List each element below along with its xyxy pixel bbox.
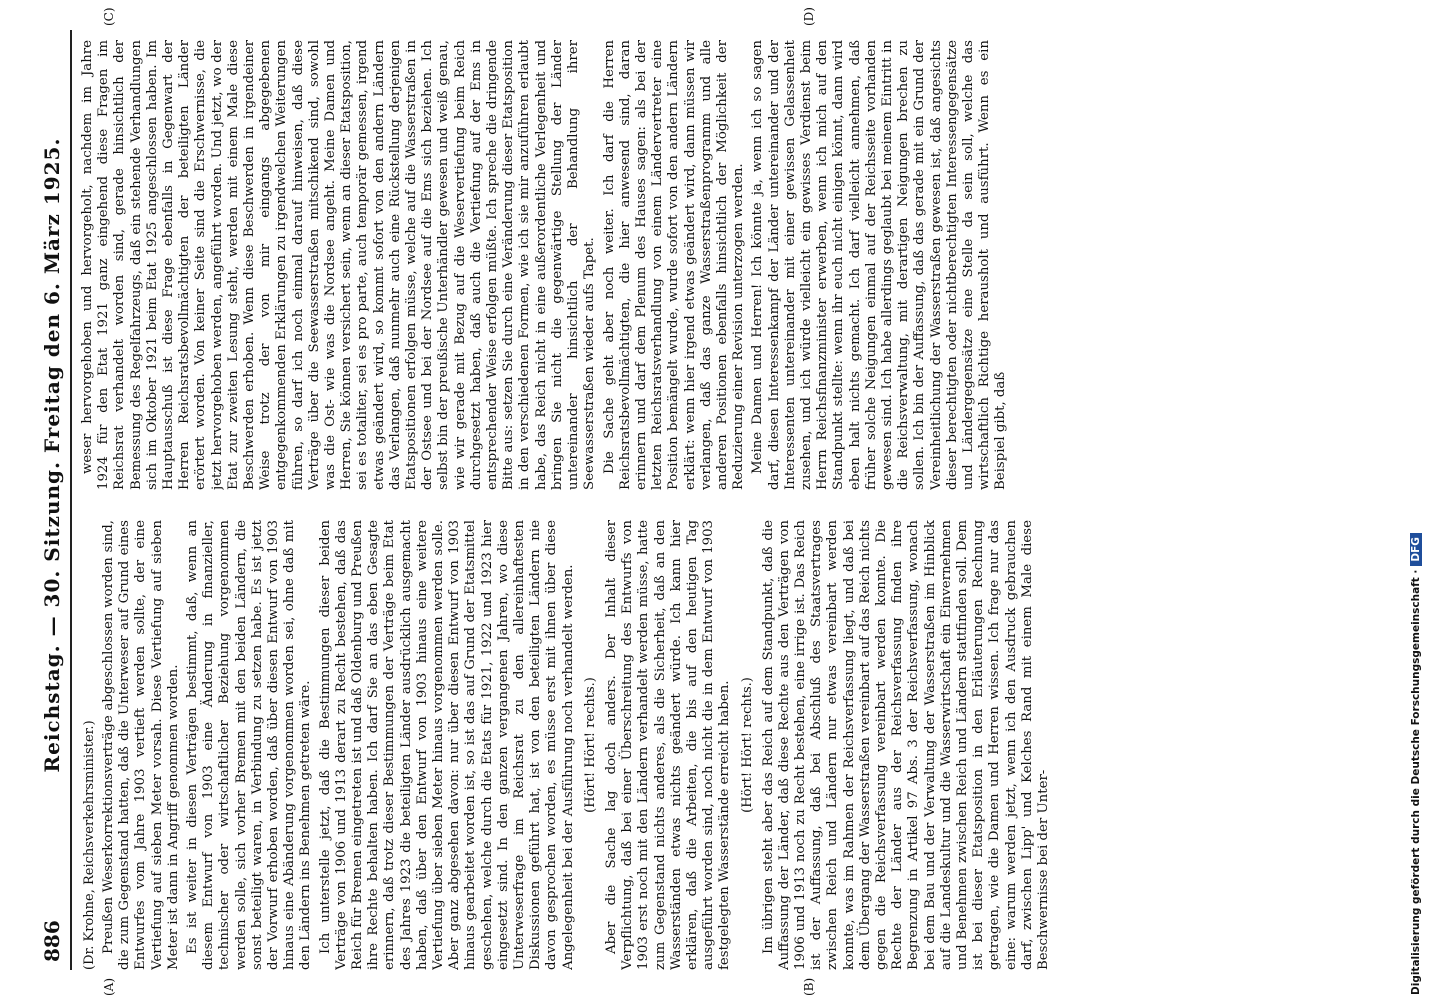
right-paragraph-2: Die Sache geht aber noch weiter. Ich darf die Herren Reichsratsbevollmächtigten, die hier anwesend sind, daran erinnern und darf dem Plenum des Hauses sagen: als bei der letzten Reichsratsverhandlung von einem Ländervertreter eine Position bemängelt wurde, wurde sofort von den andern Ländern erklärt: wenn hier irgend etwas geändert wird, dann müssen wir verlangen, daß das ganze Wasserstraßenprogramm und alle anderen Positionen ebenfalls hinsichtlich der Möglichkeit der Reduzierung einer Revision unterzogen werden. <box>601 40 747 490</box>
page-number: 886 <box>40 920 64 962</box>
right-paragraph-1: weser hervorgehoben und hervorgeholt, nachdem im Jahre 1924 für den Etat 1921 ganz eingehend diese Fragen im Reichsrat verhandelt worden sind, gerade hinsichtlich der Bemessung des Regelfahrzeugs, daß ein stehende Verhandlungen sich im Oktober 1921 beim Etat 1925 angeschlossen haben. Im Hauptausschuß ist diese Frage ebenfalls in Gegenwart der Herren Reichsratsbevollmächtigten der beteiligten Länder erörtert worden. Von keiner Seite sind die Erschwernisse, die jetzt hervorgehoben werden, angeführt worden. Und jetzt, wo der Etat zur zweiten Lesung steht, werden mit einem Male diese Beschwerden erhoben. Wenn diese Beschwerden in irgendeiner Weise trotz der von mir eingangs abgegebenen entgegenkommenden Erklärungen zu irgendwelchen Weiterungen führen, so darf ich noch einmal darauf hinweisen, daß diese Verträge über die Seewasserstraßen mitschikend sind, sowohl was die Ost- wie was die Nordsee angeht. Meine Damen und Herren, Sie können versichert sein, wenn an dieser Etatsposition, sei es totaliter, sei es pro parte, auch temporär gemessen, irgend etwas geändert wird, so kommt sofort von den andern Ländern das Verlangen, daß nunmehr auch eine Rückstellung derjenigen Etatspositionen erfolgen müsse, welche auf die Wasserstraßen in der Ostsee und bei der Nordsee auf die Ems sich beziehen. Ich selbst bin der preußische Unterhändler gewesen und weiß genau, wie wir gerade mit Bezug auf die Weservertiefung beim Reich durchgesetzt haben, daß auch die Vertiefung auf der Ems in entsprechender Weise erfolgen müßte. Ich spreche die dringende Bitte aus: setzen Sie durch eine Veränderung dieser Etatsposition in den verschiedenen Formen, wie ich sie mir anzuführen erlaubt habe, das Reich nicht in eine außerordentliche Verlegenheit und bringen Sie nicht die gegenwärtige Stellung der Länder untereinander hinsichtlich der Behandlung ihrer Seewasserstraßen wieder aufs Tapet. <box>80 40 598 490</box>
credit-text: Digitalisierung gefördert durch die Deutsche Forschungsgemeinschaft · <box>1410 569 1422 995</box>
left-column <box>80 520 1392 970</box>
digitization-credit <box>1410 5 1430 995</box>
right-paragraph-3: Meine Damen und Herren! Ich könnte ja, wenn ich so sagen darf, diesen Interessenkampf der Länder untereinander und der Interessenten untereinander mit einer gewissen Gelassenheit zusehen, und ich würde vielleicht ein gewisses Verdienst beim Herrn Reichsfinanzminister erwerben, wenn ich mich auf den Standpunkt stellte: wenn ihr euch nicht einigen könnt, dann wird eben halt nichts gemacht. Ich darf vielleicht annehmen, daß früher solche Neigungen einmal auf der Reichsseite vorhanden gewesen sind. Ich habe allerdings geglaubt bei meinem Eintritt in die Reichsverwaltung, mit derartigen Neigungen brechen zu sollen. Ich bin der Auffassung, daß das gerade mit ein Grund der Vereinheitlichung der Wasserstraßen gewesen ist, daß angesichts dieser berechtigten oder nichtberechtigten Interessengegensätze und Ländergegensätze eine Stelle da sein soll, welche das wirtschaftlich Richtige herausholt und ausführt. Wenn es ein Beispiel gibt, daß <box>750 40 1009 490</box>
speaker-label: (Dr. Krohne, Reichsverkehrsminister.) <box>82 720 97 970</box>
margin-mark-d: (D) <box>802 7 816 26</box>
left-paragraph-1: Preußen Weserkorrektionsverträge abgeschlossen worden sind, die zum Gegenstand hatten, daß die Unterweser auf Grund eines Entwurfes vom Jahre 1903 vertieft werden sollte, der eine Vertiefung auf sieben Meter vorsah. Diese Vertiefung auf sieben Meter ist dann in Angriff genommen worden. <box>101 520 181 970</box>
interjection-1: (Hört! Hört! rechts.) <box>582 677 598 813</box>
dfg-logo: DFG <box>1410 533 1422 566</box>
left-paragraph-2: Es ist weiter in diesen Verträgen bestimmt, daß, wenn an diesem Entwurf von 1903 eine Änderung in finanzieller, technischer oder wirtschaftlicher Beziehung vorgenommen werden solle, sich vorher Bremen mit den beiden Ländern, die sonst beteiligt waren, in Verbindung zu setzen habe. Es ist jetzt der Vorwurf erhoben worden, daß über diesen Entwurf von 1903 hinaus eine Abänderung vorgenommen worden sei, ohne daß mit den Ländern ins Benehmen getreten wäre. <box>185 520 314 970</box>
left-paragraph-3: Ich unterstelle jetzt, daß die Bestimmungen dieser beiden Verträge von 1906 und 1913 derart zu Recht bestehen, daß das Reich für Bremen eingetreten ist und daß Oldenburg und Preußen ihre Rechte behalten haben. Ich darf Sie an das eben Gesagte erinnern, daß trotz dieser Bestimmungen der Verträge beim Etat des Jahres 1923 die beteiligten Länder ausdrücklich ausgemacht haben, daß über den Entwurf von 1903 hinaus eine weitere Vertiefung über sieben Meter hinaus vorgenommen werden solle. Aber ganz abgesehen davon: nur über diesen Entwurf von 1903 hinaus gearbeitet worden ist, so ist das auf Grund der Etatsmittel geschehen, welche durch die Etats für 1921, 1922 und 1923 hier eingesetzt sind. In den ganzen vergangenen Jahren, wo diese Unterweserfrage im Reichsrat zu den allereinhaftesten Diskussionen geführt hat, ist von den beteiligten Ländern nie davon gesprochen worden, es müsse erst mit ihnen über diese Angelegenheit bei der Ausführung noch verhandelt werden. <box>317 520 576 970</box>
margin-mark-b: (B) <box>802 977 816 996</box>
margin-mark-c: (C) <box>102 7 116 26</box>
margin-mark-a: (A) <box>102 977 116 996</box>
left-paragraph-5: Im übrigen steht aber das Reich auf dem Standpunkt, daß die Auffassung der Länder, daß diese Rechte aus den Verträgen von 1906 und 1913 noch zu Recht bestehen, eine irrige ist. Das Reich ist der Auffassung, daß bei Abschluß des Staatsvertrages zwischen Reich und Ländern nur etwas vereinbart werden konnte, was im Rahmen der Reichsverfassung liegt, und daß bei dem Übergang der Wasserstraßen vereinbart auf das Reich nichts gegen die Reichsverfassung vereinbart werden konnte. Die Rechte der Länder aus der Reichsverfassung finden ihre Begrenzung in Artikel 97 Abs. 3 der Reichsverfassung, wonach bei dem Bau und der Verwaltung der Wasserstraßen im Hinblick auf die Landeskultur und die Wasserwirtschaft ein Einvernehmen und Benehmen zwischen Reich und Ländern stattfinden soll. Dem ist bei dieser Etatsposition in den Erläuterungen Rechnung getragen, wie die Damen und Herren wissen. Ich frage nur das eine: warum werden jetzt, wenn ich den Ausdruck gebrauchen darf, zwischen Lipp' und Kelches Rand mit einem Male diese Beschwernisse bei der Unter- <box>760 520 1051 970</box>
rotated-page-content <box>32 7 1402 996</box>
credit-text-wrapper <box>1410 5 1430 995</box>
interjection-2: (Hört! Hört! rechts.) <box>739 677 755 813</box>
left-paragraph-4: Aber die Sache lag doch anders. Der Inhalt dieser Verpflichtung, daß bei einer Überschreitung des Entwurfs von 1903 erst noch mit den Ländern verhandelt werden müsse, hatte zum Gegenstand nichts anderes, als die Sicherheit, daß an den Wasserständen etwas nichts geändert würde. Ich kann hier erklären, daß die Arbeiten, die bis auf den heutigen Tag ausgeführt worden sind, noch nicht die in dem Entwurf von 1903 festgelegten Wasserstände erreicht haben. <box>603 520 733 970</box>
right-column <box>80 40 1392 490</box>
page-title: Reichstag. — 30. Sitzung. Freitag den 6. März 1925. <box>40 137 64 773</box>
page-header <box>32 30 72 970</box>
header-rule <box>70 30 72 970</box>
